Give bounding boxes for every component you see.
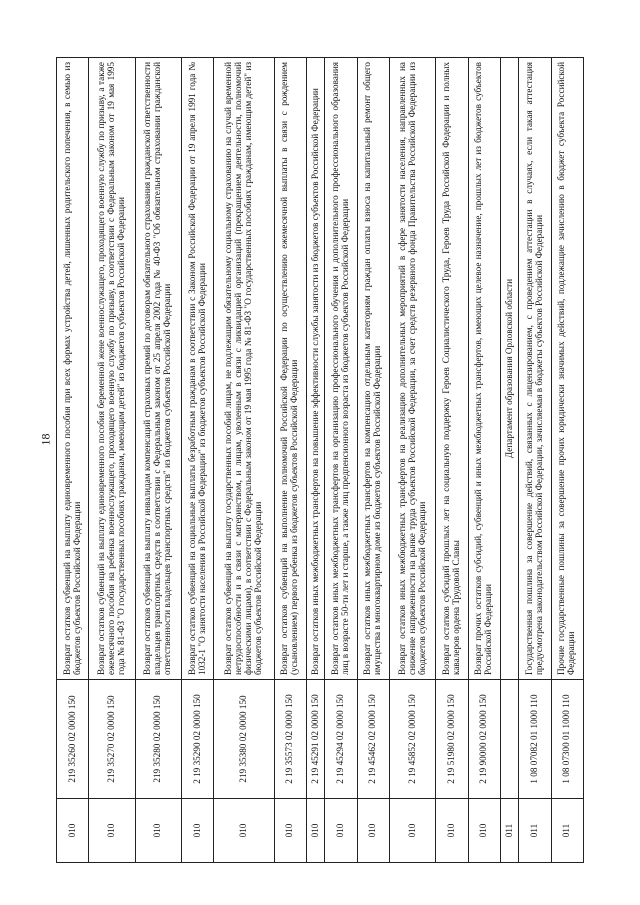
description-cell: Возврат остатков субсидий прошлых лет на социальную поддержку Героев Социалистического Труда, Героев Труда Российской Федерации и полных кавалеров ордена Трудовой Славы [436,58,468,680]
admin-code-cell: 010 [389,799,435,863]
description-cell: Возврат остатков субвенций на выполнение полномочий Российской Федерации по осуществлению ежемесячной выплаты в связи с рождением (усыновлением) первого ребенка из бюджетов субъектов Российской Федерации [274,58,306,680]
description-cell: Возврат остатков иных межбюджетных трансфертов на организацию профессионального обучения и дополнительного профессионального образования лиц в возрасте 50-ти лет и старше, а также лиц предпенсионного возраста из бюджетов субъектов Российской Федерации [325,58,357,680]
table-row [307,58,325,863]
description-cell: Возврат остатков субвенций на выплату инвалидам компенсаций страховых премий по договорам обязательного страхования гражданской ответственности владельцев транспортных средств в соответствии с Федеральным законом от 25 апреля 2002 года № 40-ФЗ "Об обязательном страховании гражданской ответственности владельцев транспортных средств" из бюджетов субъектов Российской Федерации [135,58,181,680]
table-row [274,58,306,863]
admin-code-cell: 010 [325,799,357,863]
admin-code-cell: 010 [57,799,89,863]
description-cell: Возврат остатков субвенций на социальные выплаты безработным гражданам в соответствии с Законом Российской Федерации от 19 апреля 1991 года № 1032-1 "О занятости населения в Российской Федерации" из бюджетов субъектов Российской Федерации [182,58,214,680]
revenue-code-cell: 2 19 90000 02 0000 150 [468,680,500,799]
admin-code-cell: 011 [519,799,551,863]
revenue-code-cell: 2 19 45294 02 0000 150 [325,680,357,799]
table-row [135,58,181,863]
table-row [551,58,583,863]
admin-code-cell: 010 [357,799,389,863]
revenue-code-cell [500,680,518,799]
revenue-code-cell: 1 08 07300 01 1000 110 [551,680,583,799]
revenue-code-cell: 2 19 45852 02 0000 150 [389,680,435,799]
table-row [357,58,389,863]
revenue-codes-table [56,57,584,863]
table-row [436,58,468,863]
admin-code-cell: 010 [436,799,468,863]
admin-code-cell: 010 [214,799,274,863]
table-row [89,58,135,863]
table-row [57,58,89,863]
admin-code-cell: 010 [468,799,500,863]
revenue-code-cell: 219 35260 02 0000 150 [57,680,89,799]
description-cell: Возврат остатков иных межбюджетных трансфертов на реализацию дополнительных мероприятий в сфере занятости населения, направленных на снижение напряженности на рынке труда субъектов Российской Федерации, за счет средств резервного фонда Правительства Российской Федерации из бюджетов субъектов Российской Федерации [389,58,435,680]
description-cell: Государственная пошлина за совершение действий, связанных с лицензированием, с проведением аттестации в случаях, если такая аттестация предусмотрена законодательством Российской Федерации, зачисляемая в бюджеты субъектов Российской Федерации [519,58,551,680]
admin-code-cell: 010 [307,799,325,863]
revenue-code-cell: 1 08 07082 01 1000 110 [519,680,551,799]
revenue-code-cell: 219 35380 02 0000 150 [214,680,274,799]
table-section-row [500,58,518,863]
revenue-code-cell: 2 19 35573 02 0000 150 [274,680,306,799]
page-number: 18 [38,433,53,446]
table-row [389,58,435,863]
table-row [519,58,551,863]
admin-code-cell: 010 [274,799,306,863]
description-cell: Департамент образования Орловской области [500,58,518,680]
description-cell: Возврат остатков иных межбюджетных трансфертов на компенсацию отдельным категориям граждан оплаты взноса на капитальный ремонт общего имущества в многоквартирном доме из бюджетов субъектов Российской Федерации [357,58,389,680]
rotated-table-container [56,57,584,863]
admin-code-cell: 010 [182,799,214,863]
description-cell: Возврат остатков субвенций на выплату единовременного пособия при всех формах устройства детей, лишенных родительского попечения, в семью из бюджетов субъектов Российской Федерации [57,58,89,680]
table-row [182,58,214,863]
description-cell: Возврат остатков субвенций на выплату единовременного пособия беременной жене военнослужащего, проходящего военную службу по призыву, а также ежемесячного пособия на ребенка военнослужащего, проходящего военную службу по призыву, в соответствии с Федеральным законом от 19 мая 1995 года № 81-ФЗ "О государственных пособиях гражданам, имеющим детей" из бюджетов субъектов Российской Федерации [89,58,135,680]
description-cell: Возврат остатков иных межбюджетных трансфертов на повышение эффективности службы занятости из бюджетов субъектов Российской Федерации [307,58,325,680]
admin-code-cell: 010 [135,799,181,863]
revenue-code-cell: 2 19 35290 02 0000 150 [182,680,214,799]
table-row [214,58,274,863]
table-row [325,58,357,863]
revenue-code-cell: 219 35270 02 0000 150 [89,680,135,799]
revenue-code-cell: 2 19 45291 02 0000 150 [307,680,325,799]
description-cell: Прочие государственные пошлины за совершение прочих юридически значимых действий, подлежащие зачислению в бюджет субъекта Российской Федерации [551,58,583,680]
revenue-code-cell: 2 19 45462 02 0000 150 [357,680,389,799]
admin-code-cell: 010 [89,799,135,863]
description-cell: Возврат прочих остатков субсидий, субвенций и иных межбюджетных трансфертов, имеющих целевое назначение, прошлых лет из бюджетов субъектов Российской Федерации [468,58,500,680]
revenue-code-cell: 219 35280 02 0000 150 [135,680,181,799]
table-row [468,58,500,863]
description-cell: Возврат остатков субвенций на выплату государственных пособий лицам, не подлежащим обязательному социальному страхованию на случай временной нетрудоспособности и в связи с материнством, и лицам, уволенным в связи с ликвидацией организаций (прекращением деятельности, полномочий физическими лицами), в соответствии с Федеральным законом от 19 мая 1995 года № 81-ФЗ "О государственных пособиях гражданам, имеющим детей" из бюджетов субъектов Российской Федерации [214,58,274,680]
revenue-code-cell: 2 19 51980 02 0000 150 [436,680,468,799]
admin-code-cell: 011 [500,799,518,863]
admin-code-cell: 011 [551,799,583,863]
